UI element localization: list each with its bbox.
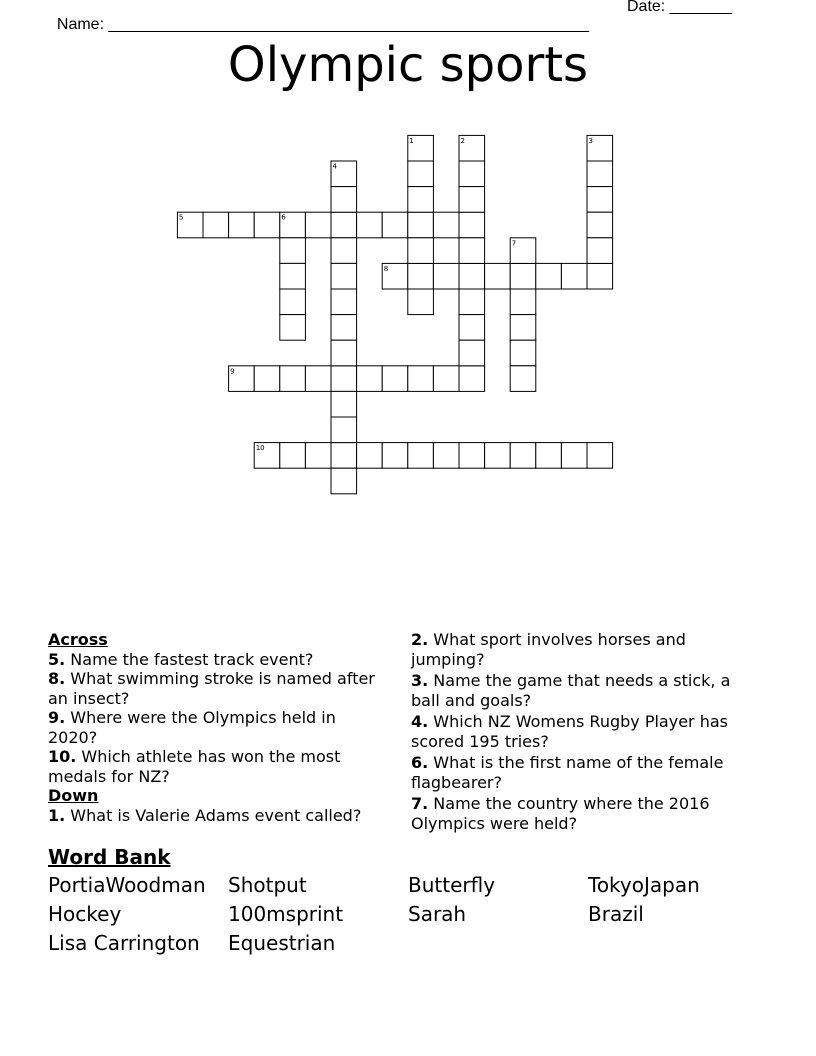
grid-cell[interactable] (510, 366, 536, 392)
word-bank-item: PortiaWoodman (48, 873, 206, 897)
clue-across-5 (48, 650, 388, 670)
grid-cell[interactable] (280, 315, 306, 341)
grid-cell[interactable] (459, 340, 485, 366)
grid-cell[interactable] (408, 238, 434, 264)
clue-number: 2. (411, 630, 429, 649)
clue-number: 8. (48, 669, 66, 688)
grid-cell[interactable] (331, 238, 357, 264)
name-blank[interactable]: ______________________________________________________ (108, 16, 589, 33)
grid-cell[interactable] (331, 391, 357, 417)
clue-number: 5. (48, 649, 66, 669)
grid-cell[interactable] (229, 212, 255, 238)
grid-clue-number: 7 (511, 239, 517, 248)
clue-number: 10. (48, 747, 77, 766)
across-clues (48, 630, 388, 825)
grid-cell[interactable] (408, 289, 434, 315)
clue-text: What sport involves horses and jumping? (411, 630, 686, 669)
grid-clue-number: 6 (281, 213, 286, 222)
grid-clue-number: 3 (588, 136, 593, 145)
grid-cell[interactable] (357, 366, 383, 392)
word-bank-item: 100msprint (228, 902, 344, 926)
clue-down-2 (411, 630, 761, 669)
grid-cell[interactable] (536, 443, 562, 469)
clue-number: 4. (411, 712, 429, 731)
grid-cell[interactable] (408, 443, 434, 469)
grid-cell[interactable] (587, 443, 613, 469)
grid-cell[interactable] (331, 263, 357, 289)
word-bank (48, 873, 768, 960)
grid-cell[interactable] (203, 212, 229, 238)
grid-cell[interactable] (536, 263, 562, 289)
word-bank-item: Hockey (48, 902, 122, 926)
grid-cell[interactable] (459, 315, 485, 341)
grid-clue-number: 10 (255, 444, 265, 453)
clue-down-4 (411, 712, 761, 751)
grid-cell[interactable] (433, 443, 459, 469)
grid-clue-number: 4 (332, 162, 337, 171)
grid-cell[interactable] (331, 366, 357, 392)
clue-across-10 (48, 747, 388, 786)
clue-number: 6. (411, 753, 429, 772)
clue-down-3 (411, 671, 761, 710)
grid-cell[interactable] (305, 212, 331, 238)
page-title: Olympic sports (227, 37, 589, 93)
word-bank-item: Brazil (588, 902, 644, 926)
date-label[interactable]: Date: _______ (627, 0, 732, 15)
grid-cell[interactable] (331, 340, 357, 366)
word-bank-item: TokyoJapan (588, 873, 700, 897)
grid-cell[interactable] (485, 443, 511, 469)
grid-cell[interactable] (382, 366, 408, 392)
grid-cell[interactable] (459, 238, 485, 264)
grid-cell[interactable] (408, 212, 434, 238)
word-bank-item: Sarah (408, 902, 467, 926)
grid-cell[interactable] (510, 443, 536, 469)
grid-cell[interactable] (254, 212, 280, 238)
name-label: Name: (56, 16, 109, 33)
grid-cell[interactable] (408, 161, 434, 187)
grid-cell[interactable] (280, 289, 306, 315)
grid-cell[interactable] (459, 289, 485, 315)
clue-number: 7. (411, 794, 429, 813)
grid-cell[interactable] (280, 263, 306, 289)
grid-cell[interactable] (254, 366, 280, 392)
grid-cell[interactable] (459, 212, 485, 238)
clue-text: Which NZ Womens Rugby Player has scored 195 tries? (411, 712, 728, 751)
grid-cell[interactable] (587, 187, 613, 213)
clue-down-7 (411, 794, 761, 833)
grid-cell[interactable] (433, 366, 459, 392)
down-heading: Down (48, 786, 99, 805)
grid-cell[interactable] (587, 263, 613, 289)
grid-cell[interactable] (510, 315, 536, 341)
grid-cell[interactable] (331, 289, 357, 315)
clue-text: Name the game that needs a stick, a ball and goals? (411, 671, 731, 710)
clue-number: 1. (48, 805, 66, 825)
clue-across-9 (48, 708, 388, 747)
grid-clue-number: 1 (409, 136, 414, 145)
word-bank-item: Lisa Carrington (48, 931, 200, 955)
grid-cell[interactable] (587, 161, 613, 187)
grid-cell[interactable] (305, 366, 331, 392)
grid-cell[interactable] (459, 443, 485, 469)
grid-cell[interactable] (587, 212, 613, 238)
grid-cell[interactable] (331, 315, 357, 341)
grid-cell[interactable] (510, 263, 536, 289)
grid-cell[interactable] (305, 443, 331, 469)
grid-cell[interactable] (459, 263, 485, 289)
clue-number: 9. (48, 708, 66, 727)
grid-cell[interactable] (331, 417, 357, 443)
word-bank-item: Equestrian (228, 931, 336, 955)
grid-cell[interactable] (459, 366, 485, 392)
grid-cell[interactable] (433, 212, 459, 238)
clue-down-6 (411, 753, 761, 792)
clue-text: Which athlete has won the most medals for NZ? (48, 747, 341, 786)
grid-cell[interactable] (382, 212, 408, 238)
grid-cell[interactable] (331, 187, 357, 213)
grid-cell[interactable] (510, 340, 536, 366)
grid-cell[interactable] (382, 443, 408, 469)
grid-clue-number: 2 (460, 136, 465, 145)
grid-cell[interactable] (280, 443, 306, 469)
clue-text: What is Valerie Adams event called? (65, 805, 362, 825)
clue-text: Name the country where the 2016 Olympics were held? (411, 794, 710, 833)
grid-cell[interactable] (459, 161, 485, 187)
clue-text: Name the fastest track event? (65, 649, 314, 669)
grid-cell[interactable] (433, 263, 459, 289)
across-heading: Across (48, 630, 108, 649)
clue-number: 3. (411, 671, 429, 690)
clue-down-1 (48, 806, 388, 826)
grid-cell[interactable] (408, 187, 434, 213)
clue-text: What swimming stroke is named after an insect? (48, 669, 375, 708)
grid-cell[interactable] (459, 187, 485, 213)
word-bank-title: Word Bank (48, 845, 171, 869)
grid-cell[interactable] (357, 212, 383, 238)
grid-cell[interactable] (331, 212, 357, 238)
grid-cell[interactable] (357, 443, 383, 469)
grid-cell[interactable] (280, 366, 306, 392)
grid-cell[interactable] (561, 443, 587, 469)
clue-across-8 (48, 669, 388, 708)
grid-cell[interactable] (280, 238, 306, 264)
grid-cell[interactable] (331, 468, 357, 494)
down-clues (411, 630, 761, 835)
grid-clue-number: 9 (230, 367, 235, 376)
grid-clue-number: 8 (383, 264, 389, 273)
word-bank-item: Shotput (228, 873, 307, 897)
clue-text: What is the first name of the female flagbearer? (411, 753, 724, 792)
grid-cell[interactable] (331, 443, 357, 469)
grid-cell[interactable] (587, 238, 613, 264)
grid-cell[interactable] (408, 366, 434, 392)
word-bank-item: Butterfly (408, 873, 496, 897)
grid-cell[interactable] (485, 263, 511, 289)
grid-clue-number: 5 (178, 213, 184, 222)
grid-cell[interactable] (561, 263, 587, 289)
clue-text: Where were the Olympics held in 2020? (48, 708, 336, 747)
grid-cell[interactable] (408, 263, 434, 289)
grid-cell[interactable] (510, 289, 536, 315)
